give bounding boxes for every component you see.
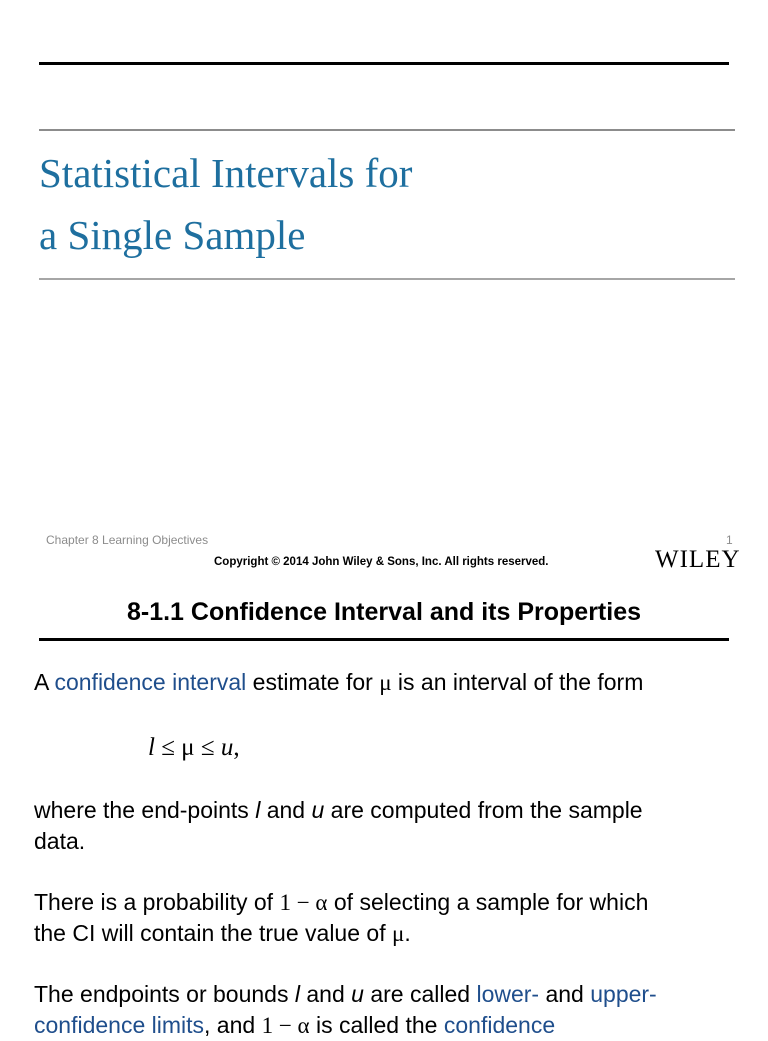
- title-top-rule: [39, 129, 735, 131]
- interval-formula: l ≤ μ ≤ u,: [148, 734, 240, 761]
- heading-rule: [39, 638, 729, 641]
- section-heading: 8-1.1 Confidence Interval and its Properties: [126, 598, 642, 626]
- formula-inequality: ≤ μ ≤: [154, 734, 221, 761]
- term-upper: upper-: [590, 981, 657, 1007]
- title-bottom-rule: [39, 278, 735, 280]
- paragraph-probability: There is a probability of 1 − α of selecting a sample for which the CI will contain the true value of μ.: [34, 889, 649, 946]
- one-minus-alpha: 1 − α: [279, 890, 328, 915]
- term-confidence-limits: confidence limits: [34, 1012, 205, 1038]
- footer-chapter-label: Chapter 8 Learning Objectives: [46, 533, 209, 547]
- wiley-logo: WILEY: [655, 546, 741, 573]
- term-confidence-interval: confidence interval: [54, 669, 247, 695]
- slide-title: [39, 142, 639, 266]
- top-rule: [39, 62, 729, 65]
- formula-l: l: [148, 734, 155, 761]
- formula-u: u: [220, 734, 234, 761]
- page-number: 1: [726, 533, 733, 547]
- slide-title-line2: a Single Sample: [39, 212, 306, 258]
- slide-title-line1: Statistical Intervals for: [39, 150, 413, 196]
- paragraph-endpoints: where the end-points l and u are computed from the sample data.: [34, 797, 643, 854]
- mu-symbol: μ: [379, 670, 392, 695]
- paragraph-limits: The endpoints or bounds l and u are called lower- and upper- confidence limits, and 1 − α is called the confidence: [34, 981, 657, 1038]
- term-lower: lower-: [476, 981, 540, 1007]
- paragraph-definition: A confidence interval estimate for μ is an interval of the form: [34, 669, 644, 695]
- copyright-notice: Copyright © 2014 John Wiley & Sons, Inc. All rights reserved.: [214, 556, 549, 568]
- term-confidence: confidence: [443, 1012, 556, 1038]
